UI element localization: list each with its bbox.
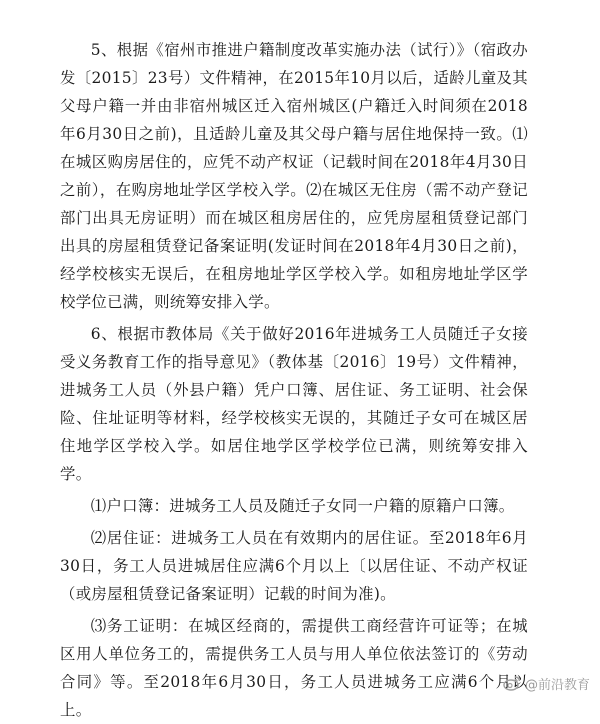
paragraph-item-5: 5、根据《宿州市推进户籍制度改革实施办法（试行）》（宿政办发〔2015〕23号）文件精神，在2015年10月以后，适龄儿童及其父母户籍一并由非宿州城区迁入宿州城区(户籍迁入时间须在2018年6月30日之前)，且适龄儿童及其父母户籍与居住地保持一致。⑴在城区购房居住的，应凭不动产权证（记载时间在2018年4月30日之前），在购房地址学区学校入学。⑵在城区无住房（需不动产登记部门出具无房证明）而在城区租房居住的，应凭房屋租赁登记部门出具的房屋租赁登记备案证明(发证时间在2018年4月30日之前)，经学校核实无误后，在租房地址学区学校入学。如租房地址学区学校学位已满，则统筹安排入学。 <box>60 41 528 311</box>
paragraph-work-proof: ⑶务工证明：在城区经商的，需提供工商经营许可证等；在城区用人单位务工的，需提供务工人员与用人单位依法签订的《劳动合同》等。至2018年6月30日，务工人员进城务工应满6个月以上。 <box>60 617 528 719</box>
document-body <box>60 36 528 724</box>
weibo-watermark <box>503 674 590 692</box>
paragraph-residence-permit: ⑵居住证：进城务工人员在有效期内的居住证。至2018年6月30日，务工人员进城居住应满6个月以上〔以居住证、不动产权证（或房屋租赁登记备案证明）记载的时间为准)。 <box>60 529 528 603</box>
paragraph-item-6: 6、根据市教体局《关于做好2016年进城务工人员随迁子女接受义务教育工作的指导意见》（教体基〔2016〕19号）文件精神，进城务工人员（外县户籍）凭户口簿、居住证、务工证明、社会保险、住址证明等材料，经学校核实无误的，其随迁子女可在城区居住地学区学校入学。如居住地学区学校学位已满，则统筹安排入学。 <box>60 325 528 483</box>
paragraph-household-register: ⑴户口簿：进城务工人员及随迁子女同一户籍的原籍户口簿。 <box>90 497 515 515</box>
weibo-logo-icon <box>503 675 521 691</box>
watermark-text: @前沿教育 <box>524 677 590 693</box>
